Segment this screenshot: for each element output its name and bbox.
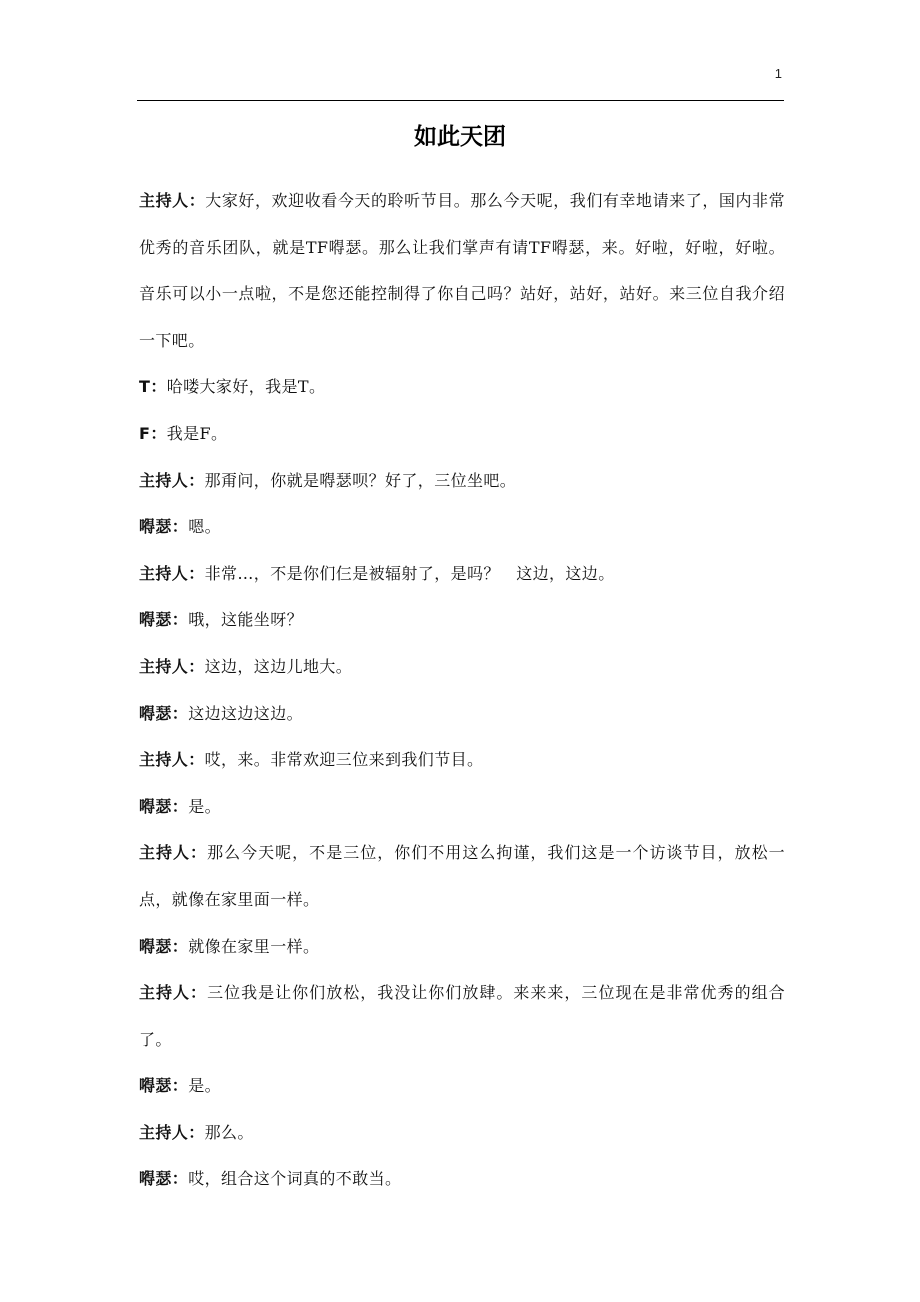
header-divider	[137, 100, 784, 101]
speaker-name: 嘚瑟：	[139, 1076, 189, 1096]
line-text: 哎，组合这个词真的不敢当。	[188, 1169, 402, 1189]
line-text: 大家好，欢迎收看今天的聆听节目。那么今天呢，我们有幸地请来了，国内非常优秀的音乐团队，就是TF嘚瑟。那么让我们掌声有请TF嘚瑟，来。好啦，好啦，好啦。音乐可以小一点啦，不是您还能控制得了你自己吗？站好，站好，站好。来三位自我介绍一下吧。	[139, 191, 785, 350]
dialogue-line	[139, 830, 785, 923]
speaker-name: 嘚瑟：	[139, 796, 189, 816]
speaker-name: 主持人：	[139, 656, 205, 676]
dialogue-line	[139, 504, 785, 551]
speaker-name: 主持人：	[139, 563, 205, 583]
page-number: 1	[774, 66, 782, 81]
speaker-name: 嘚瑟：	[139, 703, 189, 723]
dialogue-line	[139, 644, 785, 691]
dialogue-line	[139, 1156, 785, 1203]
dialogue-body	[139, 178, 785, 1203]
dialogue-line	[139, 1063, 785, 1110]
line-text: 非常…，不是你们仨是被辐射了，是吗？ 这边，这边。	[204, 563, 615, 583]
dialogue-line	[139, 364, 785, 411]
speaker-name: T：	[139, 377, 167, 397]
line-text: 就像在家里一样。	[188, 936, 320, 956]
line-text: 那甭问，你就是嘚瑟呗？好了，三位坐吧。	[204, 470, 517, 490]
speaker-name: 嘚瑟：	[139, 610, 189, 630]
line-text: 哈喽大家好，我是T。	[166, 377, 326, 397]
line-text: 我是F。	[166, 423, 228, 443]
dialogue-line	[139, 458, 785, 505]
dialogue-line	[139, 178, 785, 364]
speaker-name: 主持人：	[139, 983, 208, 1003]
speaker-name: 主持人：	[139, 191, 206, 210]
dialogue-line	[139, 924, 785, 971]
line-text: 是。	[188, 1076, 222, 1096]
dialogue-line	[139, 970, 785, 1063]
speaker-name: 主持人：	[139, 1122, 205, 1142]
line-text: 这边这边这边。	[188, 703, 304, 723]
speaker-name: 主持人：	[139, 843, 208, 863]
line-text: 那么今天呢，不是三位，你们不用这么拘谨，我们这是一个访谈节目，放松一点，就像在家里面一样。	[139, 843, 785, 909]
line-text: 哦，这能坐呀？	[188, 610, 304, 630]
dialogue-line	[139, 551, 785, 598]
dialogue-line	[139, 1110, 785, 1157]
dialogue-line	[139, 784, 785, 831]
speaker-name: 主持人：	[139, 750, 205, 770]
line-text: 哎，来。非常欢迎三位来到我们节目。	[204, 750, 484, 770]
line-text: 这边，这边儿地大。	[204, 656, 353, 676]
dialogue-line	[139, 691, 785, 738]
speaker-name: 嘚瑟：	[139, 936, 189, 956]
dialogue-line	[139, 411, 785, 458]
document-title: 如此天团	[414, 124, 506, 150]
line-text: 嗯。	[188, 517, 222, 537]
line-text: 三位我是让你们放松，我没让你们放肆。来来来，三位现在是非常优秀的组合了。	[139, 983, 785, 1049]
dialogue-line	[139, 597, 785, 644]
speaker-name: 主持人：	[139, 470, 205, 490]
line-text: 那么。	[204, 1122, 254, 1142]
speaker-name: F：	[139, 423, 167, 443]
line-text: 是。	[188, 796, 222, 816]
speaker-name: 嘚瑟：	[139, 1169, 189, 1189]
speaker-name: 嘚瑟：	[139, 517, 189, 537]
dialogue-line	[139, 737, 785, 784]
